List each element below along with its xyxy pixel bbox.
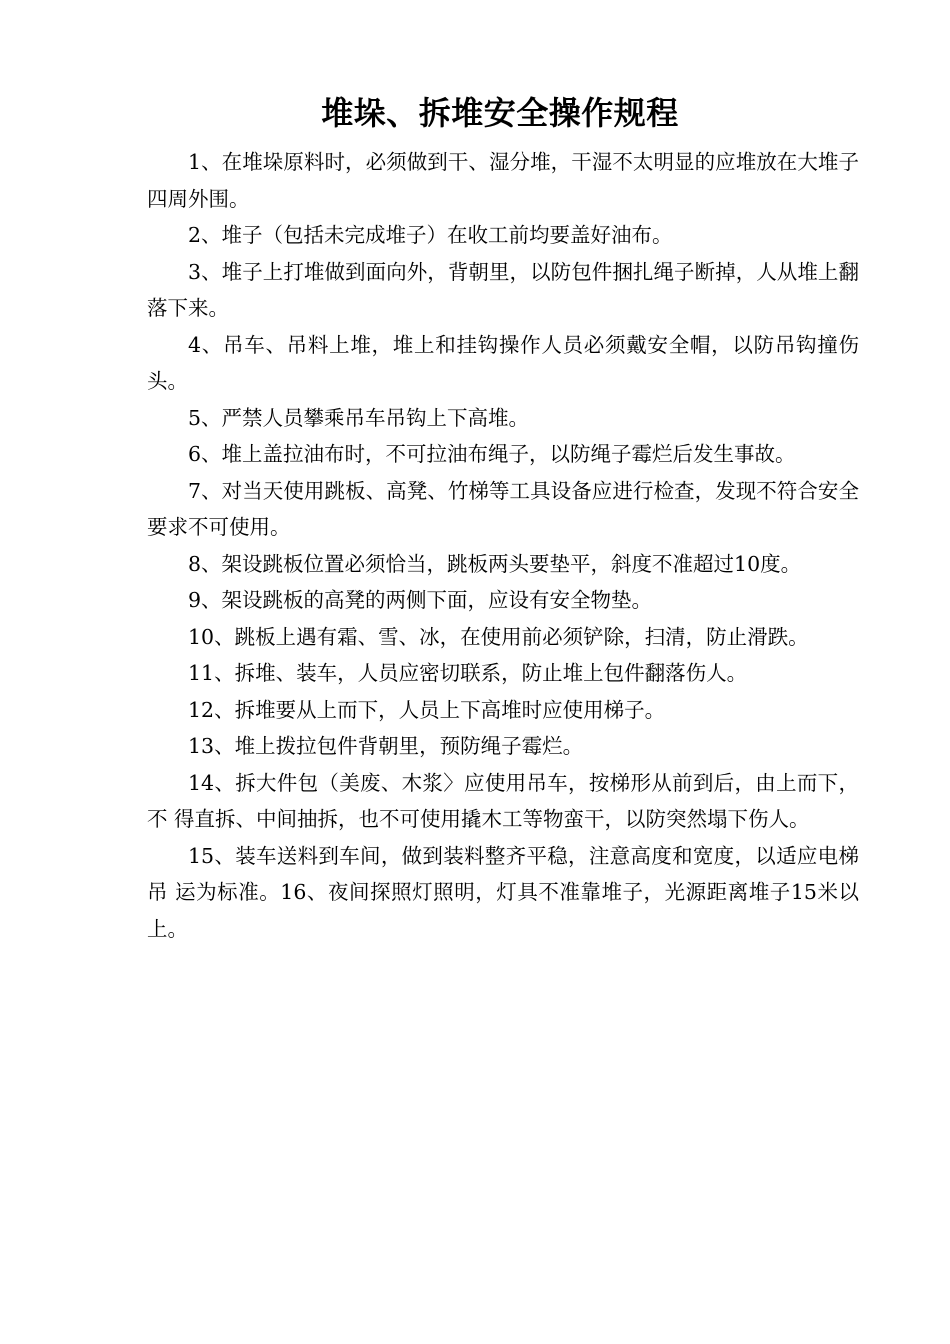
paragraph-14: 14、拆大件包（美废、木浆〉应使用吊车，按梯形从前到后，由上而下，不 得直拆、中间抽拆，也不可使用撬木工等物蛮干，以防突然塌下伤人。	[147, 770, 859, 831]
paragraph-2: 2、堆子（包括未完成堆子）在收工前均要盖好油布。	[188, 223, 673, 247]
paragraph-7: 7、对当天使用跳板、高凳、竹梯等工具设备应进行检查，发现不符合安全 要求不可使用。	[147, 478, 859, 539]
paragraph-8: 8、架设跳板位置必须恰当，跳板两头要垫平，斜度不准超过10度。	[188, 551, 802, 576]
document-title: 堆垛、拆堆安全操作规程	[321, 94, 679, 132]
paragraph-6: 6、堆上盖拉油布时，不可拉油布绳子，以防绳子霉烂后发生事故。	[188, 442, 796, 466]
paragraph-9: 9、架设跳板的高凳的两侧下面，应设有安全物垫。	[188, 588, 653, 612]
paragraph-10: 10、跳板上遇有霜、雪、冰，在使用前必须铲除，扫清，防止滑跌。	[188, 624, 809, 649]
paragraph-5: 5、严禁人员攀乘吊车吊钩上下高堆。	[188, 405, 530, 430]
paragraph-4: 4、吊车、吊料上堆，堆上和挂钩操作人员必须戴安全帽，以防吊钩撞伤头。	[147, 332, 859, 393]
paragraph-12: 12、拆堆要从上而下，人员上下高堆时应使用梯子。	[188, 697, 666, 722]
paragraph-13: 13、堆上拨拉包件背朝里，预防绳子霉烂。	[188, 734, 584, 758]
paragraph-3: 3、堆子上打堆做到面向外，背朝里，以防包件捆扎绳子断掉，人从堆上翻 落下来。	[147, 259, 859, 320]
paragraph-1: 1、在堆垛原料时，必须做到干、湿分堆，干湿不太明显的应堆放在大堆子 四周外围。	[147, 150, 859, 211]
paragraph-11: 11、拆堆、装车，人员应密切联系，防止堆上包件翻落伤人。	[188, 661, 748, 685]
paragraph-15: 15、装车送料到车间，做到装料整齐平稳，注意高度和宽度，以适应电梯吊 运为标准。16、夜间探照灯照明，灯具不准靠堆子，光源距离堆子15米以上。	[147, 843, 859, 941]
document-body	[147, 144, 859, 947]
